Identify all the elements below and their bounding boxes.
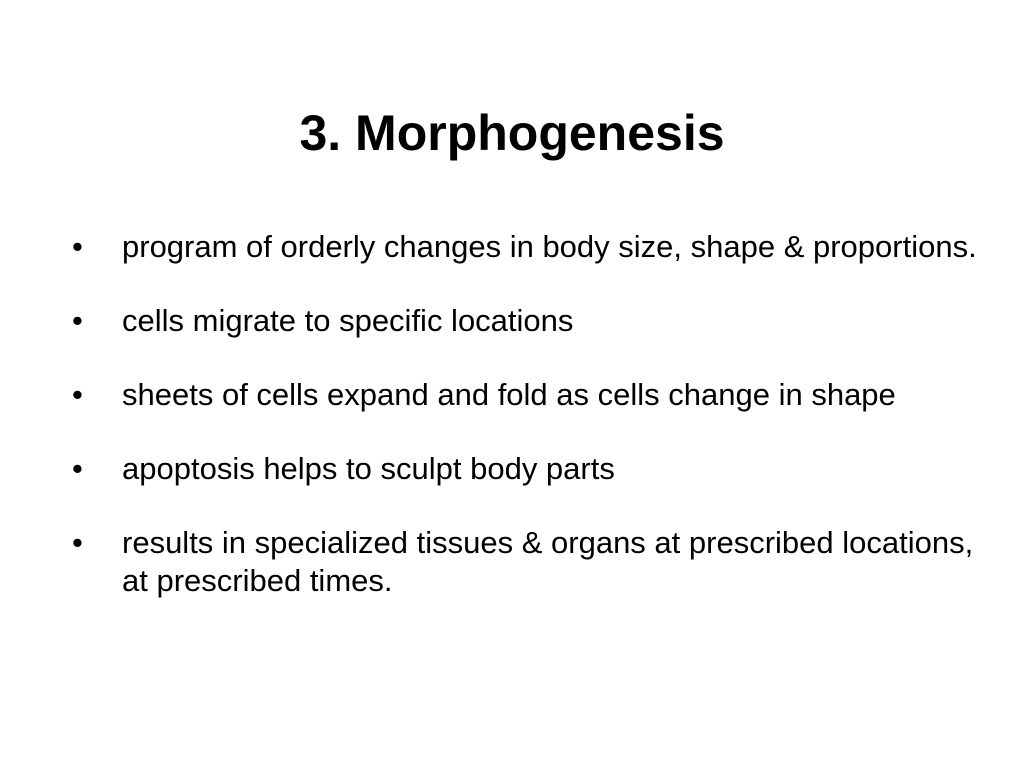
bullet-text: apoptosis helps to sculpt body parts <box>122 451 615 486</box>
bullet-text: results in specialized tissues & organs at prescribed locations, at prescribed times. <box>122 525 974 598</box>
bullet-item <box>72 302 992 340</box>
bullet-icon: • <box>72 525 83 560</box>
bullet-item <box>72 524 992 600</box>
bullet-item <box>72 376 992 414</box>
bullet-text: cells migrate to specific locations <box>122 303 574 338</box>
bullet-icon: • <box>72 451 83 486</box>
bullet-icon: • <box>72 303 83 338</box>
bullet-text: sheets of cells expand and fold as cells change in shape <box>122 377 896 412</box>
bullet-icon: • <box>72 229 83 264</box>
bullet-item <box>72 228 992 266</box>
bullet-text: program of orderly changes in body size, shape & proportions. <box>122 229 977 264</box>
slide-title: 3. Morphogenesis <box>299 105 725 161</box>
bullet-item <box>72 450 992 488</box>
bullet-list <box>72 228 992 600</box>
bullet-icon: • <box>72 377 83 412</box>
